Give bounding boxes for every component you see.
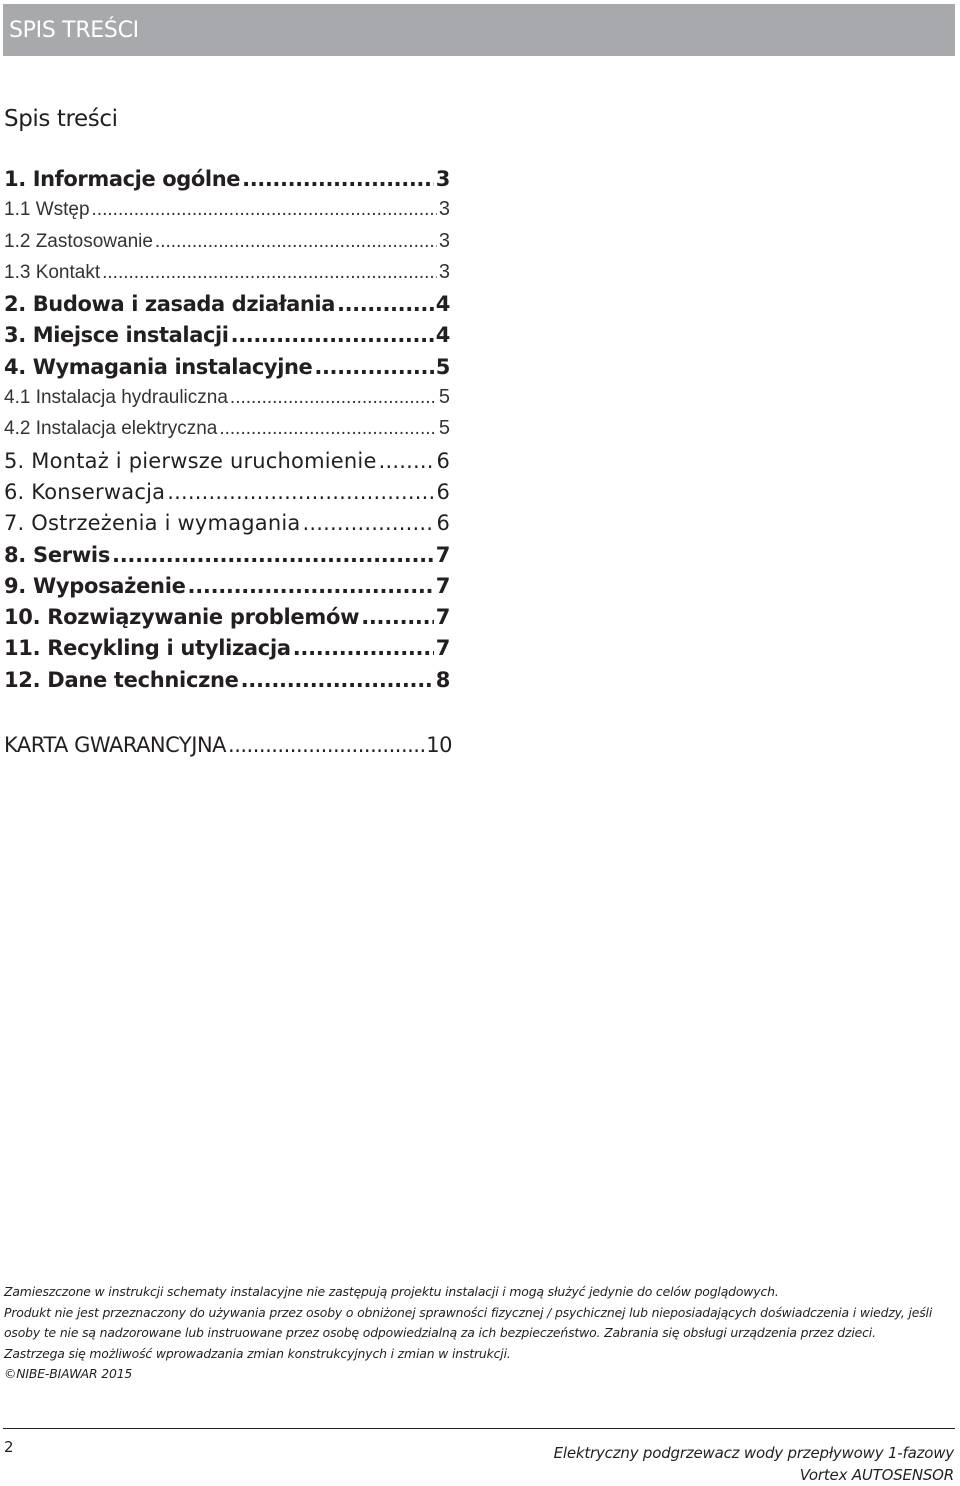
toc-entry[interactable] [4, 355, 450, 386]
toc-entry-page: 6 [436, 448, 450, 473]
toc-entry[interactable] [4, 198, 450, 229]
toc-entry[interactable] [4, 574, 450, 605]
toc-entry-title: 8. Serwis [4, 542, 111, 567]
toc-leader-dots [302, 511, 434, 535]
toc-entry[interactable] [4, 605, 450, 636]
toc-entry-title: 4.2 Instalacja elektryczna [4, 418, 218, 440]
toc-entry-title: 7. Ostrzeżenia i wymagania [4, 511, 301, 536]
toc-entry-page: 7 [435, 573, 450, 598]
toc-entry-title: 12. Dane techniczne [4, 667, 239, 692]
toc-leader-dots [167, 480, 434, 504]
toc-entry[interactable] [4, 417, 450, 448]
toc-leader-dots [112, 543, 434, 567]
toc-entry-page: 3 [435, 167, 450, 191]
toc-entry-title: 1.3 Kontakt [4, 261, 101, 283]
toc-entry[interactable] [4, 543, 450, 574]
toc-entry-page: 5 [438, 386, 450, 409]
toc-leader-dots [219, 418, 437, 440]
toc-entry-page: 8 [435, 667, 450, 692]
toc-entry-page: 5 [438, 417, 450, 440]
toc-leader-dots [242, 167, 434, 191]
toc-entry-title: 10. Rozwiązywanie problemów [4, 605, 360, 630]
toc-entry-title: 9. Wyposażenie [4, 573, 186, 598]
toc-entry[interactable] [4, 511, 450, 542]
toc-entry[interactable] [4, 292, 450, 323]
toc-entry-page: 4 [435, 323, 450, 348]
toc-entry-title: 1.2 Zastosowanie [4, 230, 153, 252]
product-model-line: Vortex AUTOSENSOR [799, 1466, 954, 1484]
toc-leader-dots [337, 292, 434, 316]
table-of-contents [4, 167, 450, 699]
toc-leader-dots [230, 387, 437, 409]
toc-entry[interactable] [4, 449, 450, 480]
product-name [554, 1442, 954, 1486]
toc-entry-title: 4.1 Instalacja hydrauliczna [4, 387, 228, 409]
section-header-bar [3, 4, 955, 56]
section-title: SPIS TREŚCI [9, 18, 139, 43]
toc-entry[interactable] [4, 167, 450, 198]
toc-leader-dots [155, 231, 437, 253]
toc-entry-title: 2. Budowa i zasada działania [4, 292, 335, 317]
toc-entry[interactable] [4, 323, 450, 354]
toc-leader-dots [231, 323, 434, 347]
note-paragraph: Zamieszczone w instrukcji schematy instalacyjne nie zastępują projektu instalacji i mogą służyć jedynie do celów poglądowych. [4, 1284, 779, 1299]
page-number: 2 [4, 1438, 14, 1456]
toc-entry-title: 11. Recykling i utylizacja [4, 636, 291, 661]
toc-entry-page: 6 [436, 511, 450, 536]
toc-leader-dots [361, 605, 434, 629]
copyright-note: ©NIBE-BIAWAR 2015 [4, 1366, 133, 1382]
toc-entry-page: 3 [438, 260, 450, 283]
toc-entry-page: 3 [438, 229, 450, 252]
toc-entry-page: 7 [435, 636, 450, 661]
toc-entry-page: 3 [438, 198, 450, 221]
toc-entry-title: 4. Wymagania instalacyjne [4, 354, 313, 379]
toc-entry[interactable] [4, 386, 450, 417]
note-paragraph: Zastrzega się możliwość wprowadzania zmian konstrukcyjnych i zmian w instrukcji. [4, 1345, 511, 1361]
toc-leader-dots [379, 449, 435, 473]
toc-leader-dots [92, 199, 437, 221]
toc-leader-dots [293, 636, 434, 660]
legal-notes [4, 1282, 959, 1385]
toc-heading: Spis treści [4, 106, 118, 132]
toc-entry-page: 7 [435, 542, 450, 567]
footer-divider [3, 1428, 955, 1429]
toc-entry-title: 6. Konserwacja [4, 479, 166, 504]
toc-entry-title: 1.1 Wstęp [4, 199, 90, 221]
toc-entry-page: 7 [435, 605, 450, 630]
toc-entry[interactable] [4, 480, 450, 511]
note-paragraph: Produkt nie jest przeznaczony do używania przez osoby o obniżonej sprawności fizycznej / psychicznej lub nieposiadających doświadczenia i wiedzy, jeśli osoby te nie są nadzorowane lub instruowane przez osobę odpowiedzialną za ich bezpieczeństwo. Zabrania się obsługi urządzenia przez dzieci. [4, 1304, 933, 1341]
toc-entry[interactable] [4, 636, 450, 667]
toc-leader-dots [314, 355, 433, 379]
toc-leader-dots [188, 574, 434, 598]
toc-entry-page: 6 [436, 479, 450, 504]
toc-entry-page: 5 [435, 354, 450, 379]
toc-leader-dots [102, 262, 437, 284]
toc-leader-dots [228, 733, 424, 757]
toc-entry-page: 10 [426, 733, 452, 757]
toc-entry-title: 1. Informacje ogólne [4, 167, 241, 191]
toc-entry-warranty-card[interactable] [4, 733, 452, 764]
toc-entry-title: 5. Montaż i pierwsze uruchomienie [4, 448, 377, 473]
toc-entry-page: 4 [435, 292, 450, 317]
product-name-line: Elektryczny podgrzewacz wody przepływowy 1-fazowy [553, 1444, 954, 1462]
toc-entry[interactable] [4, 261, 450, 292]
toc-entry[interactable] [4, 668, 450, 699]
toc-entry-title: KARTA GWARANCYJNA [4, 733, 227, 757]
toc-entry[interactable] [4, 230, 450, 261]
toc-leader-dots [241, 668, 434, 692]
toc-entry-title: 3. Miejsce instalacji [4, 323, 229, 348]
